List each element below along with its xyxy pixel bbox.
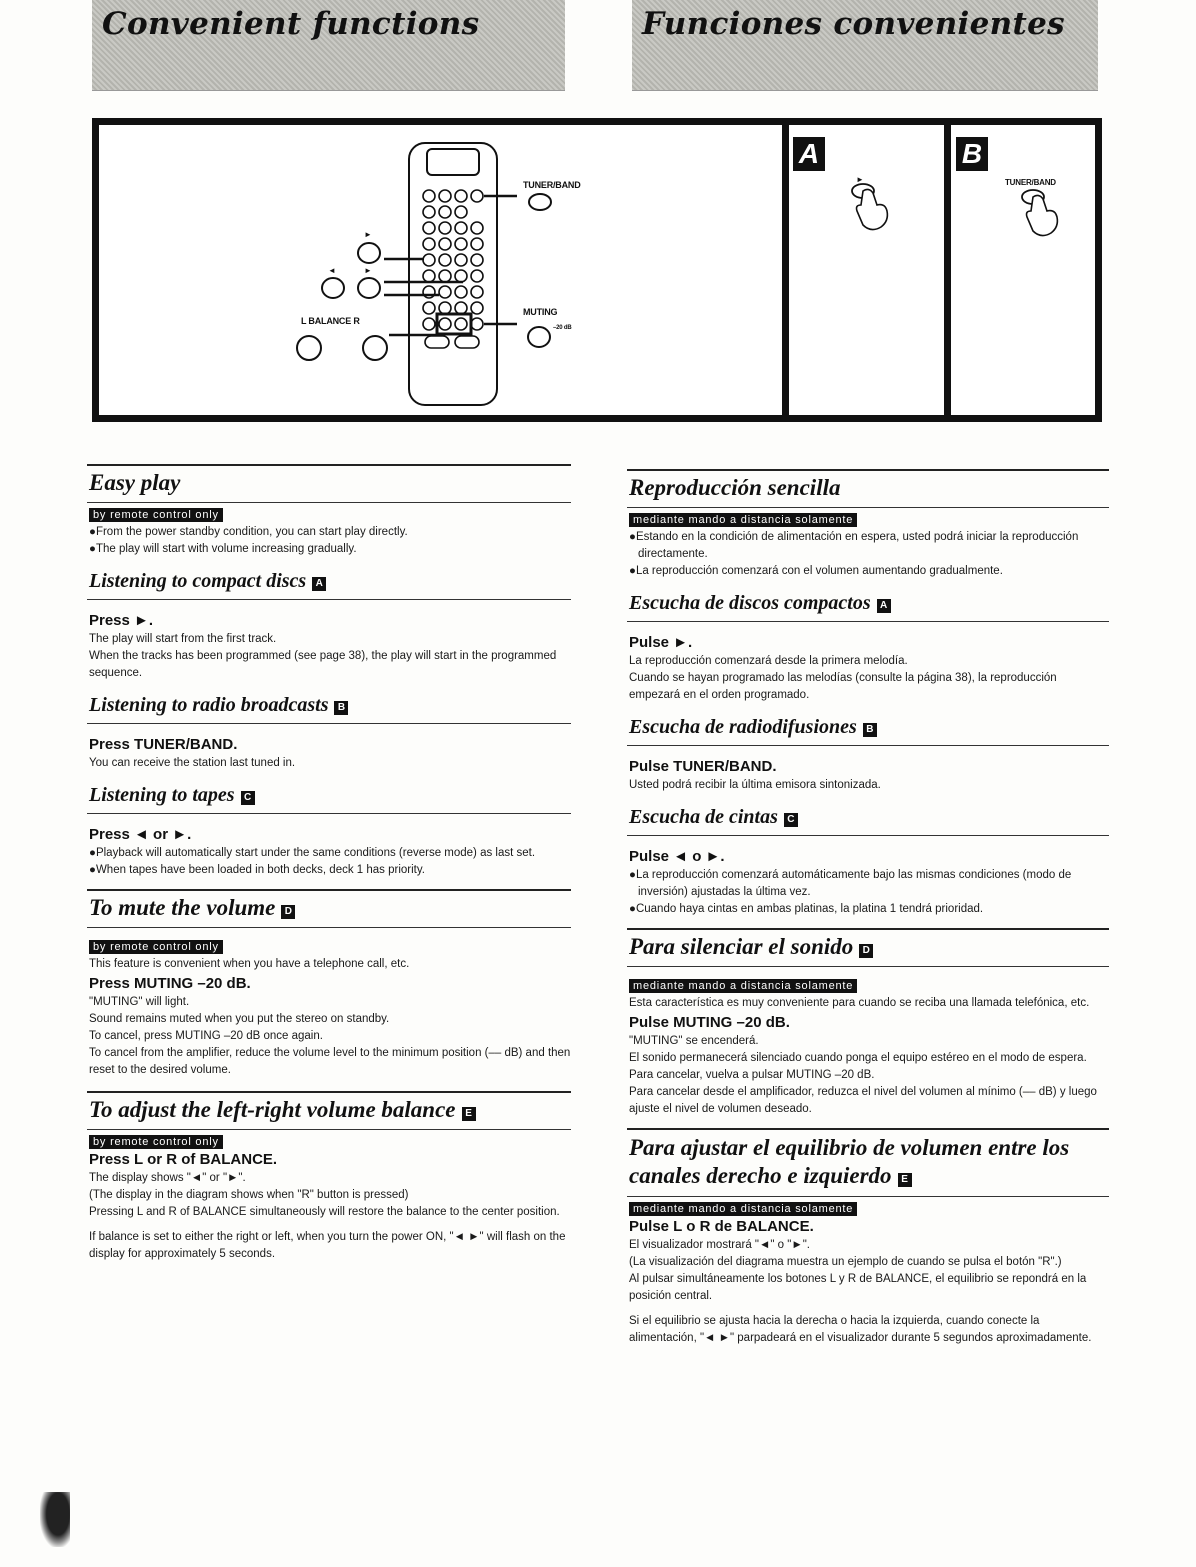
spanish-column [627,460,1109,1347]
page-title-english: Convenient functions [102,6,480,42]
remote-window [427,149,479,175]
panel-divider-2 [944,125,951,415]
text-line: Si el equilibrio se ajusta hacia la derecha o hacia la izquierda, cuando conecte la alimentación, "◄ ►" parpadeará en el visualizador durante 5 segundos aproximadamente. [629,1315,1092,1344]
section-title: Escucha de discos compactos [629,592,871,614]
remote-only-tag: mediante mando a distancia solamente [629,513,857,527]
text-line: To cancel, press MUTING –20 dB once again. [89,1030,323,1042]
rewind-button [322,278,344,298]
section-tapes [87,784,571,814]
section-title: Easy play [89,470,181,495]
remote-only-tag: mediante mando a distancia solamente [629,1202,857,1216]
section-title: Listening to tapes [89,784,235,806]
forward-button [358,278,380,298]
section-easy-play [87,464,571,503]
section-title: Reproducción sencilla [629,475,841,500]
section-easy-play-es [627,469,1109,508]
instruction: Pulse L o R de BALANCE. [629,1218,814,1235]
section-cd [87,570,571,600]
instruction: Pulse ◄ o ►. [629,848,725,865]
section-radio-es [627,716,1109,746]
ref-letter: B [334,701,348,715]
text-line: (The display in the diagram shows when "R" button is pressed) [89,1189,409,1201]
section-title: Para silenciar el sonido [629,934,854,959]
text-line: El visualizador mostrará "◄" o "►". [629,1239,810,1251]
banner-spanish [632,0,1098,91]
text-line: Para cancelar, vuelva a pulsar MUTING –20 dB. [629,1069,875,1081]
section-balance-es [627,1128,1109,1197]
section-mute-es [627,928,1109,967]
text-line: Pressing L and R of BALANCE simultaneously will restore the balance to the center position. [89,1206,560,1218]
instruction: Press L or R of BALANCE. [89,1151,278,1168]
section-title: Escucha de cintas [629,806,778,828]
instruction: Pulse TUNER/BAND. [629,758,777,775]
ref-letter: E [898,1173,912,1187]
text-line: This feature is convenient when you have a telephone call, etc. [89,958,410,970]
instruction: Pulse ►. [629,634,693,651]
text-line: If balance is set to either the right or left, when you turn the power ON, "◄ ►" will flash on the display for approximately 5 seconds. [89,1231,566,1260]
section-tapes-es [627,806,1109,836]
section-title: Listening to radio broadcasts [89,694,329,716]
muting-db-label: –20 dB [553,325,572,331]
english-column [87,455,571,1263]
ref-letter: B [863,723,877,737]
muting-label: MUTING [523,307,558,317]
bullet: ●La reproducción comenzará automáticamente bajo las mismas condiciones (modo de inversión) ajustadas la última vez. [629,869,1072,898]
section-title: To adjust the left-right volume balance [89,1097,456,1122]
instruction: Pulse MUTING –20 dB. [629,1014,790,1031]
ref-letter: D [281,905,295,919]
instruction: Press MUTING –20 dB. [89,975,251,992]
bullet: ●Cuando haya cintas en ambas platinas, la platina 1 tendrá prioridad. [629,903,984,915]
ref-letter: C [241,791,255,805]
balance-l-button [297,336,321,360]
instruction: Press TUNER/BAND. [89,736,238,753]
text-line: "MUTING" will light. [89,996,190,1008]
text-line: El sonido permanecerá silenciado cuando ponga el equipo estéreo en el modo de espera. [629,1052,1087,1064]
remote-body [409,143,497,405]
remote-only-tag: mediante mando a distancia solamente [629,979,857,993]
text-line: Para cancelar desde el amplificador, reduzca el nivel del volumen al mínimo (–– dB) y luego ajuste el nivel de volumen deseado. [629,1086,1097,1115]
panel-a-play-symbol: ► [856,175,864,184]
text-line: Esta característica es muy conveniente para cuando se reciba una llamada telefónica, etc. [629,997,1090,1009]
section-cd-es [627,592,1109,622]
panel-divider [782,125,789,415]
ref-letter: A [877,599,891,613]
section-radio [87,694,571,724]
text-line: To cancel from the amplifier, reduce the volume level to the minimum position (–– dB) and then reset to the desired volume. [89,1047,571,1076]
page-title-spanish: Funciones convenientes [642,6,1065,42]
balance-label: L BALANCE R [301,316,360,326]
remote-control-figure [92,118,1102,422]
scan-corner-mark [40,1492,70,1547]
text-line: Al pulsar simultáneamente los botones L y R de BALANCE, el equilibrio se repondrá en la posición central. [629,1273,1087,1302]
hand-press-icon [841,177,901,237]
remote-only-tag: by remote control only [89,940,223,954]
tuner-band-button [529,194,551,210]
section-title: To mute the volume [89,895,276,920]
section-title: Escucha de radiodifusiones [629,716,857,738]
text-line: Usted podrá recibir la última emisora sintonizada. [629,779,881,791]
text-line: Sound remains muted when you put the stereo on standby. [89,1013,390,1025]
section-balance [87,1091,571,1130]
section-title: Listening to compact discs [89,570,307,592]
text-line: When the tracks has been programmed (see page 38), the play will start in the programmed sequence. [89,650,557,679]
text-line: You can receive the station last tuned in. [89,757,296,769]
muting-button [528,327,550,347]
balance-r-button [363,336,387,360]
play-symbol: ► [364,230,372,239]
instruction: Press ◄ or ►. [89,826,192,843]
bullet: ●The play will start with volume increasing gradually. [89,543,357,555]
bullet: ●When tapes have been loaded in both decks, deck 1 has priority. [89,864,425,876]
banner-english [92,0,565,91]
text-line: The display shows "◄" or "►". [89,1172,246,1184]
play-button [358,243,380,263]
remote-only-tag: by remote control only [89,1135,223,1149]
text-line: (La visualización del diagrama muestra un ejemplo de cuando se pulsa el botón "R".) [629,1256,1062,1268]
ref-letter: D [859,944,873,958]
forward-symbol: ► [364,266,372,275]
remote-only-tag: by remote control only [89,508,223,522]
text-line: The play will start from the first track. [89,633,277,645]
section-mute [87,889,571,928]
panel-b-letter: B [956,137,988,171]
ref-letter: E [462,1107,476,1121]
bullet: ●La reproducción comenzará con el volumen aumentando gradualmente. [629,565,1003,577]
text-line: "MUTING" se encenderá. [629,1035,759,1047]
instruction: Press ►. [89,612,154,629]
hand-press-icon-b [1011,187,1071,247]
ref-letter: C [784,813,798,827]
bullet: ●Estando en la condición de alimentación en espera, usted podrá iniciar la reproducción directamente. [629,531,1079,560]
tuner-band-label: TUNER/BAND [523,180,581,190]
ref-letter: A [312,577,326,591]
bullet: ●Playback will automatically start under the same conditions (reverse mode) as last set. [89,847,536,859]
panel-a-letter: A [793,137,825,171]
remote-control-illustration [99,125,779,415]
rewind-symbol: ◄ [328,266,336,275]
section-title: Para ajustar el equilibrio de volumen entre los canales derecho e izquierdo [629,1135,1070,1188]
bullet: ●From the power standby condition, you can start play directly. [89,526,408,538]
panel-b-tuner-label: TUNER/BAND [1005,178,1056,187]
text-line: La reproducción comenzará desde la primera melodía. [629,655,908,667]
text-line: Cuando se hayan programado las melodías (consulte la página 38), la reproducción empezará en el orden programado. [629,672,1057,701]
